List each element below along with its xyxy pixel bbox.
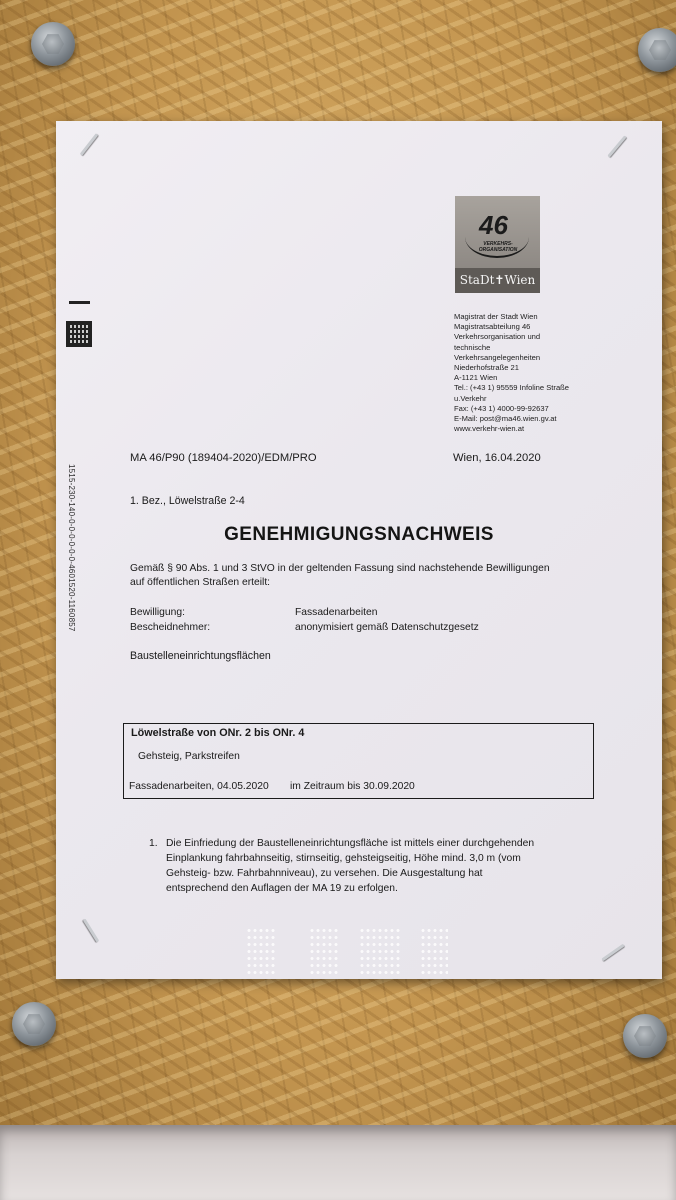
bolt-top-right [638, 28, 676, 72]
address-line: Verkehrsangelegenheiten [454, 352, 541, 362]
bolt-bottom-right [623, 1014, 667, 1058]
section-heading: Baustelleneinrichtungsflächen [130, 650, 271, 662]
braille-dots [246, 927, 276, 977]
logo-number: 46 [479, 210, 508, 240]
condition-line: Einplankung fahrbahnseitig, stirnseitig, gehsteigseitig, Höhe mind. 3,0 m (vom [166, 853, 521, 864]
location-work: Fassadenarbeiten, 04.05.2020 [129, 781, 269, 792]
braille-dots [359, 927, 401, 977]
address-line: Verkehrsorganisation und [454, 332, 541, 342]
district-address: 1. Bez., Löwelstraße 2-4 [130, 495, 245, 507]
braille-dots [420, 927, 448, 977]
condition-line: entsprechend den Auflagen der MA 19 zu erfolgen. [166, 883, 398, 894]
condition-line: Gehsteig- bzw. Fahrbahnniveau), zu versehen. Die Ausgestaltung hat [166, 868, 483, 879]
braille-dots [309, 927, 339, 977]
authority-address [454, 312, 569, 434]
address-line: Niederhofstraße 21 [454, 363, 520, 373]
staple-top-left [80, 133, 98, 155]
staple-top-right [607, 136, 626, 158]
address-line: technische [454, 342, 491, 352]
document-title: GENEHMIGUNGSNACHWEIS [224, 524, 494, 545]
address-line: Magistrat der Stadt Wien [454, 312, 538, 321]
logo-emblem [455, 196, 540, 268]
datamatrix-code-icon [68, 323, 90, 345]
address-line: Fax: (+43 1) 4000-99-92637 [454, 403, 549, 413]
bolt-top-left [31, 22, 75, 66]
bolt-bottom-left [12, 1002, 56, 1046]
recipient-value: anonymisiert gemäß Datenschutzgesetz [295, 622, 479, 633]
staple-bottom-right [601, 944, 624, 961]
reference-number: MA 46/P90 (189404-2020)/EDM/PRO [130, 452, 317, 464]
side-marker [69, 301, 90, 304]
address-line: Magistratsabteilung 46 [454, 322, 531, 332]
address-line: u.Verkehr [454, 393, 487, 403]
location-area: Gehsteig, Parkstreifen [138, 751, 240, 762]
location-period: im Zeitraum bis 30.09.2020 [290, 781, 415, 792]
condition-number: 1. [149, 838, 158, 849]
staple-bottom-left [83, 919, 99, 943]
recipient-label: Bescheidnehmer: [130, 622, 211, 633]
side-document-code: 1515-230-140-0-0-0-0-0-0-4601520-1160857 [67, 464, 76, 632]
logo-subtitle: VERKEHRS- ORGANISATION [478, 241, 518, 253]
permit-label: Bewilligung: [130, 607, 185, 618]
address-line: Tel.: (+43 1) 95559 Infoline Straße [454, 383, 570, 393]
condition-line: Die Einfriedung der Baustelleneinrichtungsfläche ist mittels einer durchgehenden [166, 838, 535, 849]
permit-value: Fassadenarbeiten [295, 607, 378, 618]
intro-line: auf öffentlichen Straßen erteilt: [130, 577, 271, 588]
address-line: E-Mail: post@ma46.wien.gv.at [454, 414, 557, 424]
logo-city: StaDt✝Wien [455, 268, 540, 293]
address-line: www.verkehr-wien.at [454, 424, 525, 434]
permit-notice-paper [56, 121, 662, 979]
document-date: Wien, 16.04.2020 [453, 452, 541, 464]
location-heading: Löwelstraße von ONr. 2 bis ONr. 4 [131, 727, 305, 739]
address-line: A-1121 Wien [454, 373, 498, 383]
ma46-logo [455, 196, 540, 293]
intro-line: Gemäß § 90 Abs. 1 und 3 StVO in der geltenden Fassung sind nachstehende Bewilligungen [130, 563, 550, 574]
location-box [123, 723, 594, 799]
wall-below-board [0, 1125, 676, 1200]
